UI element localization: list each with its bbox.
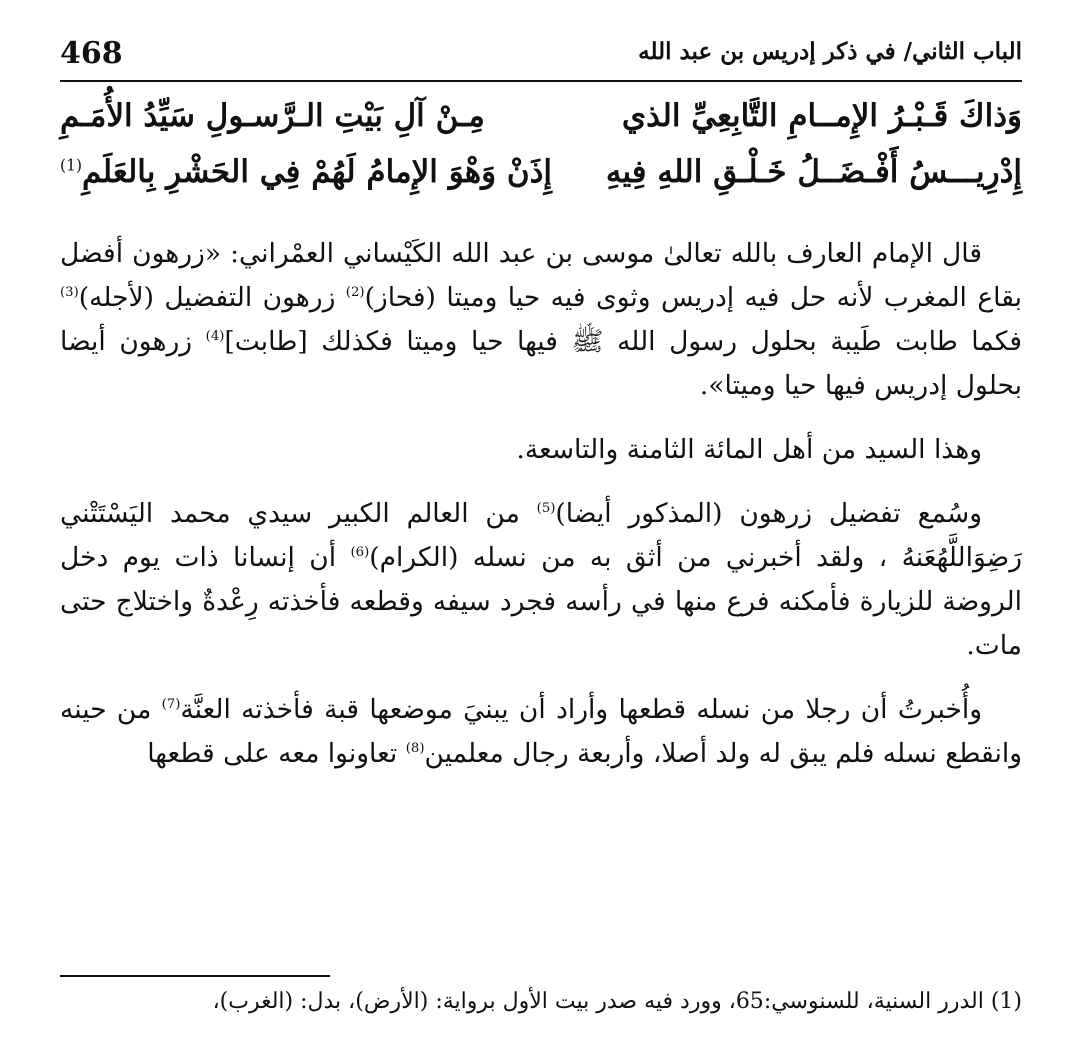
text-run: وأُخبرتُ أن رجلا من نسله قطعها وأراد أن يبنيَ موضعها قبة فأخذته العنَّة: [180, 694, 982, 725]
text-run: تعاونوا معه على قطعها: [147, 738, 406, 769]
footnote-rule: [60, 975, 330, 977]
paragraph: وهذا السيد من أهل المائة الثامنة والتاسعة.: [516, 434, 982, 465]
text-run: فكما طابت طَيبة بحلول رسول الله ﷺ فيها حيا وميتا فكذلك [طابت]: [224, 326, 1022, 357]
page-number: 468: [60, 36, 123, 71]
page-header: [60, 30, 1022, 78]
text-run: من حينه وانقطع نسله فلم يبق له ولد أصلا، وأربعة رجال معلمين: [60, 694, 1022, 769]
text-run: زرهون التفضيل (لأجله): [78, 282, 346, 313]
footnote-text: الدرر السنية، للسنوسي:65، وورد فيه صدر بيت الأول برواية: (الأرض)، بدل: (الغرب)،: [212, 989, 984, 1014]
paragraph: [60, 492, 1022, 668]
hemistich-text: إِذَنْ وَهْوَ الإِمامُ لَهُمْ فِي الحَشْرِ بِالعَلَمِ: [82, 154, 553, 190]
verse-second-hemistich: مِـنْ آلِ بَيْتِ الـرَّسـولِ سَيِّدُ الأُمَـمِ: [60, 98, 485, 134]
verse-second-hemistich: [60, 154, 552, 190]
footnote-ref: (1): [60, 156, 82, 175]
footnote-ref: (3): [60, 285, 79, 301]
header-rule: [60, 80, 1022, 82]
footnote-ref: (7): [161, 697, 181, 713]
paragraph: [60, 232, 1022, 408]
main-text: [60, 232, 1022, 776]
footnote: [60, 985, 1022, 1019]
text-run: من العالم الكبير سيدي محمد اليَسْتَتْني رَضِوَاللَّهُعَنهُ ، ولقد أخبرني من أثق به من نسله (الكرام): [60, 498, 1022, 573]
footnote-ref: (5): [536, 501, 556, 517]
text-run: أن إنسانا ذات يوم دخل الروضة للزيارة فأمكنه فرع منها في رأسه فجرد سيفه وقطعه فأخذته رِعْدةٌ واختلاج حتى مات.: [60, 542, 1022, 661]
poem: [60, 98, 1022, 206]
text-run: قال الإمام العارف بالله تعالىٰ موسى بن عبد الله الكَيْساني العمْراني: «زرهون أفضل بقاع المغرب لأنه حل فيه إدريس وثوى فيه حيا وميتا (فحاز): [60, 238, 1022, 313]
running-title: الباب الثاني/ في ذكر إدريس بن عبد الله: [638, 38, 1022, 65]
footnote-ref: (6): [350, 545, 370, 561]
poem-verse: [60, 154, 1022, 206]
footnote-ref: (8): [405, 741, 425, 757]
footnote-ref: (2): [345, 285, 365, 301]
verse-first-hemistich: إِدْرِيـــسُ أَفْـضَــلُ خَـلْـقِ اللهِ فِيهِ: [605, 154, 1022, 190]
text-run: وسُمع تفضيل زرهون (المذكور أيضا): [555, 498, 982, 529]
footnote-number: (1): [990, 989, 1022, 1014]
footnote-ref: (4): [205, 329, 225, 345]
poem-verse: [60, 98, 1022, 150]
verse-first-hemistich: وَذاكَ قَـبْـرُ الإِمــامِ التَّابِعِيِّ الذي: [621, 98, 1022, 134]
text-run: زرهون أيضا بحلول إدريس فيها حيا وميتا».: [60, 326, 1022, 401]
book-page: [60, 0, 1022, 1041]
paragraph: [60, 688, 1022, 776]
